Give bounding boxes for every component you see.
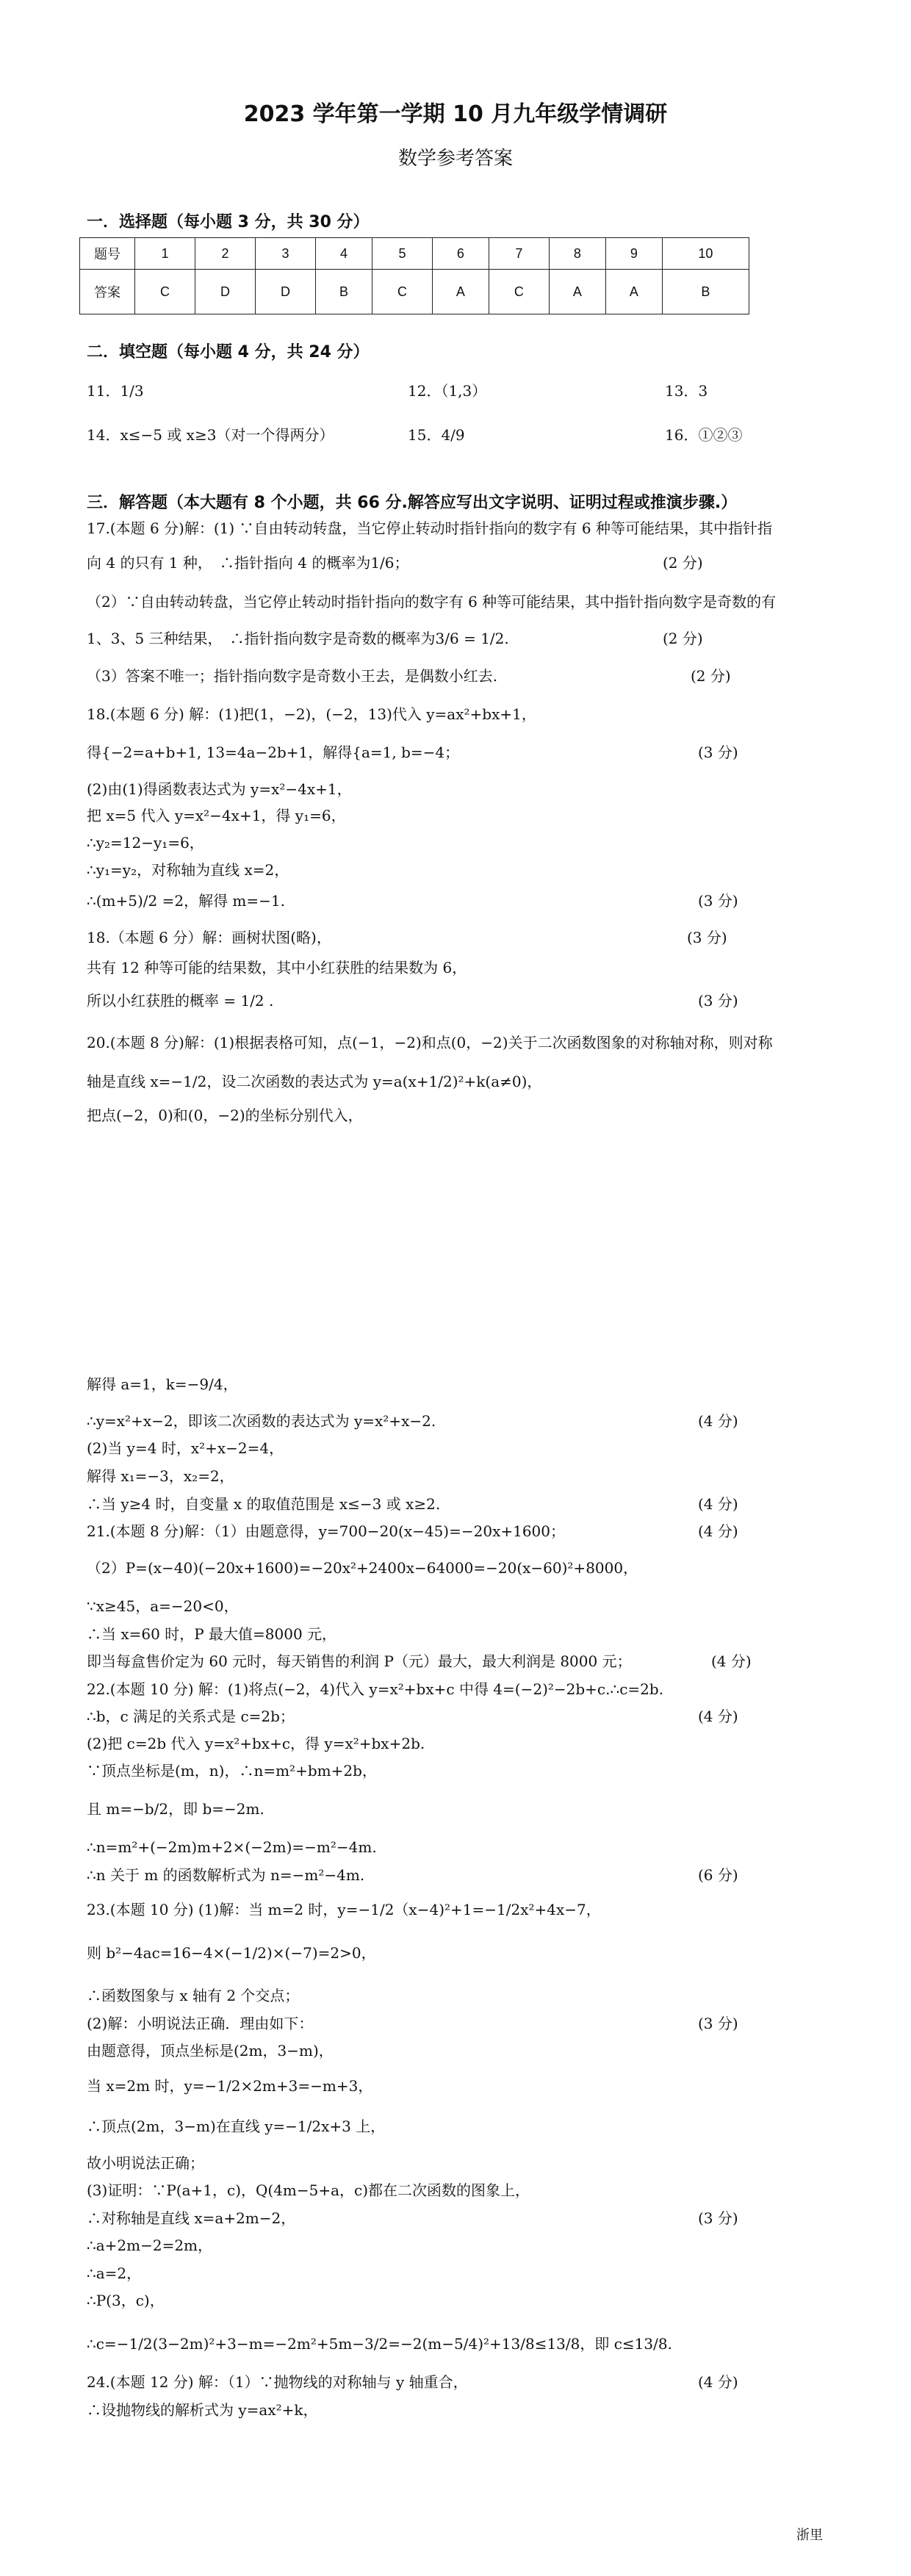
footer-watermark: 浙里	[796, 2528, 823, 2543]
score-mark: (2 分)	[663, 630, 703, 647]
score-mark: (4 分)	[698, 1708, 738, 1725]
solution-line: 向 4 的只有 1 种， ∴指针指向 4 的概率为1/6；	[87, 554, 409, 572]
table-cell: 7	[489, 238, 549, 270]
answer-14: 14．x≤−5 或 x≥3（对一个得两分）	[87, 426, 334, 444]
solution-line: ∴当 x=60 时，P 最大值=8000 元，	[87, 1625, 337, 1643]
score-mark: (6 分)	[698, 1866, 738, 1884]
solution-line: 20.(本题 8 分)解：(1)根据表格可知，点(−1，−2)和点(0，−2)关于二次函数图象的对称轴对称，则对称	[87, 1034, 773, 1051]
solution-line: ∴c=−1/2(3−2m)²+3−m=−2m²+5m−3/2=−2(m−5/4)²+13/8≤13/8，即 c≤13/8.	[87, 2335, 672, 2353]
solution-line: ∴对称轴是直线 x=a+2m−2，	[87, 2209, 296, 2227]
solution-line: 轴是直线 x=−1/2，设二次函数的表达式为 y=a(x+1/2)²+k(a≠0)，	[87, 1073, 542, 1090]
answer-15: 15．4/9	[408, 426, 465, 444]
solution-line: ∴当 y≥4 时，自变量 x 的取值范围是 x≤−3 或 x≥2.	[87, 1495, 441, 1513]
section3-heading: 三．解答题（本大题有 8 个小题，共 66 分.解答应写出文字说明、证明过程或推演步骤.）	[87, 494, 738, 512]
score-mark: (2 分)	[691, 667, 731, 685]
answer-13: 13．3	[665, 382, 708, 400]
answer-12: 12．（1,3）	[408, 382, 487, 400]
score-mark: (3 分)	[698, 992, 738, 1010]
solution-line: 共有 12 种等可能的结果数，其中小红获胜的结果数为 6，	[87, 959, 467, 976]
solution-line: 24.(本题 12 分) 解：（1）∵抛物线的对称轴与 y 轴重合，	[87, 2373, 468, 2391]
score-mark: (4 分)	[698, 1522, 738, 1540]
solution-line: (2)当 y=4 时，x²+x−2=4，	[87, 1439, 284, 1457]
score-mark: (4 分)	[698, 1412, 738, 1430]
solution-line: ∴a=2，	[87, 2264, 142, 2282]
solution-line: （3）答案不唯一；指针指向数字是奇数小王去，是偶数小红去.	[87, 667, 498, 685]
table-cell: 3	[256, 238, 316, 270]
table-cell: 8	[549, 238, 605, 270]
solution-line: ∴n=m²+(−2m)m+2×(−2m)=−m²−4m.	[87, 1838, 377, 1856]
solution-line: 即当每盒售价定为 60 元时，每天销售的利润 P（元）最大，最大利润是 8000 元；	[87, 1652, 632, 1670]
table-cell: A	[605, 270, 662, 314]
solution-line: (2)解：小明说法正确．理由如下：	[87, 2015, 314, 2032]
table-cell: 4	[316, 238, 372, 270]
page-title: 2023 学年第一学期 10 月九年级学情调研	[243, 101, 668, 127]
solution-line: （2）∵自由转动转盘，当它停止转动时指针指向的数字有 6 种等可能结果，其中指针指向数字是奇数的有	[87, 593, 777, 611]
solution-line: (2)把 c=2b 代入 y=x²+bx+c，得 y=x²+bx+2b.	[87, 1735, 425, 1752]
solution-line: 1、3、5 三种结果， ∴指针指向数字是奇数的概率为3/6 = 1/2.	[87, 630, 509, 647]
solution-line: 当 x=2m 时，y=−1/2×2m+3=−m+3，	[87, 2077, 373, 2095]
table-cell: 10	[662, 238, 749, 270]
solution-line: 故小明说法正确；	[87, 2154, 204, 2172]
solution-line: ∴y=x²+x−2，即该二次函数的表达式为 y=x²+x−2.	[87, 1412, 436, 1430]
solution-line: ∵顶点坐标是(m，n)，∴n=m²+bm+2b，	[87, 1762, 377, 1780]
solution-line: ∴y₁=y₂，对称轴为直线 x=2，	[87, 861, 289, 879]
solution-line: ∴(m+5)/2 =2，解得 m=−1.	[87, 892, 285, 910]
solution-line: 21.(本题 8 分)解：（1）由题意得，y=700−20(x−45)=−20x+1600；	[87, 1522, 566, 1540]
solution-line: 由题意得，顶点坐标是(2m，3−m)，	[87, 2042, 334, 2059]
table-cell: 2	[195, 238, 256, 270]
table-header-label: 题号	[80, 238, 135, 270]
answer-11: 11．1/3	[87, 382, 144, 400]
solution-line: ∴n 关于 m 的函数解析式为 n=−m²−4m.	[87, 1866, 365, 1884]
table-cell: C	[489, 270, 549, 314]
solution-line: 23.(本题 10 分) (1)解：当 m=2 时，y=−1/2（x−4)²+1=−1/2x²+4x−7，	[87, 1901, 601, 1918]
choice-answer-table	[79, 237, 749, 314]
table-cell: B	[662, 270, 749, 314]
solution-line: 18.(本题 6 分) 解：(1)把(1，−2)，(−2，13)代入 y=ax²+bx+1，	[87, 705, 536, 723]
table-cell: B	[316, 270, 372, 314]
solution-line: 所以小红获胜的概率 = 1/2 .	[87, 992, 274, 1010]
table-cell: C	[135, 270, 195, 314]
table-cell: C	[372, 270, 432, 314]
solution-line: 得{−2=a+b+1, 13=4a−2b+1，解得{a=1, b=−4；	[87, 744, 460, 761]
table-cell: D	[256, 270, 316, 314]
table-cell: 6	[432, 238, 489, 270]
solution-line: 解得 a=1，k=−9/4，	[87, 1375, 238, 1393]
solution-line: 22.(本题 10 分) 解：(1)将点(−2，4)代入 y=x²+bx+c 中得 4=(−2)²−2b+c.∴c=2b.	[87, 1680, 664, 1698]
solution-line: 解得 x₁=−3，x₂=2，	[87, 1467, 234, 1485]
table-cell: A	[432, 270, 489, 314]
solution-line: ∴函数图象与 x 轴有 2 个交点；	[87, 1987, 300, 2004]
solution-line: 把 x=5 代入 y=x²−4x+1，得 y₁=6，	[87, 807, 346, 824]
page-subtitle: 数学参考答案	[397, 148, 513, 170]
solution-line: 且 m=−b/2，即 b=−2m.	[87, 1800, 264, 1818]
solution-line: (3)证明：∵P(a+1，c)，Q(4m−5+a，c)都在二次函数的图象上，	[87, 2181, 530, 2199]
score-mark: (3 分)	[698, 2209, 738, 2227]
solution-line: 18.（本题 6 分）解：画树状图(略)，	[87, 929, 331, 946]
score-mark: (3 分)	[687, 929, 727, 946]
solution-line: ∴设抛物线的解析式为 y=ax²+k，	[87, 2401, 318, 2419]
solution-line: （2）P=(x−40)(−20x+1600)=−20x²+2400x−64000=−20(x−60)²+8000，	[87, 1559, 638, 1577]
score-mark: (4 分)	[711, 1652, 752, 1670]
solution-line: ∴y₂=12−y₁=6，	[87, 834, 204, 852]
solution-line: 把点(−2，0)和(0，−2)的坐标分别代入，	[87, 1107, 363, 1124]
table-cell: 1	[135, 238, 195, 270]
table-cell: 5	[372, 238, 432, 270]
solution-line: (2)由(1)得函数表达式为 y=x²−4x+1，	[87, 780, 352, 798]
score-mark: (4 分)	[698, 2373, 738, 2391]
table-header-label: 答案	[80, 270, 135, 314]
solution-line: ∴a+2m−2=2m，	[87, 2237, 213, 2254]
score-mark: (3 分)	[698, 2015, 738, 2032]
table-cell: 9	[605, 238, 662, 270]
solution-line: 则 b²−4ac=16−4×(−1/2)×(−7)=2>0，	[87, 1944, 376, 1962]
table-cell: A	[549, 270, 605, 314]
solution-line: 17.(本题 6 分)解：(1) ∵自由转动转盘，当它停止转动时指针指向的数字有 6 种等可能结果，其中指针指	[87, 519, 772, 537]
solution-line: ∵x≥45，a=−20<0，	[87, 1597, 239, 1615]
solution-line: ∴b，c 满足的关系式是 c=2b；	[87, 1708, 295, 1725]
score-mark: (4 分)	[698, 1495, 738, 1513]
answer-16: 16．①②③	[665, 426, 743, 444]
section2-heading: 二．填空题（每小题 4 分，共 24 分）	[87, 343, 370, 361]
section1-heading: 一．选择题（每小题 3 分，共 30 分）	[87, 213, 370, 231]
score-mark: (3 分)	[698, 892, 738, 910]
table-cell: D	[195, 270, 256, 314]
score-mark: (3 分)	[698, 744, 738, 761]
solution-line: ∴顶点(2m，3−m)在直线 y=−1/2x+3 上，	[87, 2118, 386, 2135]
solution-line: ∴P(3，c)，	[87, 2292, 165, 2309]
score-mark: (2 分)	[663, 554, 703, 572]
